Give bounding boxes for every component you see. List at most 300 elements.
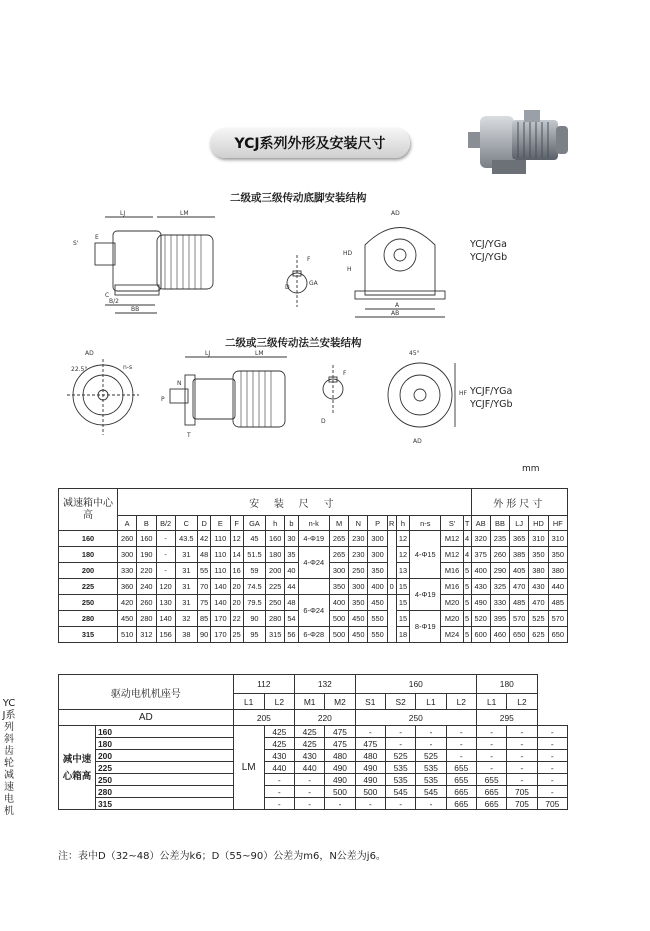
cell: -	[156, 563, 175, 579]
cell: 0	[387, 579, 396, 595]
table-row	[59, 738, 568, 750]
cell: 600	[471, 627, 490, 643]
cell: 440	[294, 762, 324, 774]
section-flange-title: 二级或三级传动法兰安装结构	[225, 337, 362, 349]
column-header: HD	[529, 516, 548, 531]
row-label: 315	[96, 798, 234, 810]
model-label: YCJF/YGa	[470, 386, 513, 397]
cell: -	[264, 798, 294, 810]
cell: 250	[266, 595, 285, 611]
cell: -	[537, 738, 567, 750]
cell: 310	[548, 531, 567, 547]
cell: 450	[368, 595, 387, 611]
cell: 40	[285, 563, 298, 579]
cell: 240	[137, 579, 156, 595]
cell: 545	[385, 786, 415, 798]
svg-text:T: T	[187, 432, 191, 439]
column-header: F	[230, 516, 243, 531]
cell: 350	[548, 547, 567, 563]
cell: 490	[355, 774, 385, 786]
cell: 430	[529, 579, 548, 595]
cell: 300	[368, 531, 387, 547]
section-foot-title: 二级或三级传动底脚安装结构	[230, 192, 367, 204]
cell: 280	[266, 611, 285, 627]
cell: -	[537, 750, 567, 762]
cell: M20	[441, 595, 463, 611]
cell: 220	[137, 563, 156, 579]
table-row	[59, 774, 568, 786]
cell: 665	[446, 786, 476, 798]
cell: 350	[349, 595, 368, 611]
cell: -	[537, 762, 567, 774]
cell	[387, 531, 396, 579]
cell: 140	[156, 611, 175, 627]
ad-value: 295	[476, 710, 537, 726]
cell: 395	[490, 611, 509, 627]
column-header: S1	[355, 694, 385, 710]
cell: -	[476, 750, 506, 762]
cell: 535	[385, 774, 415, 786]
cell: 160	[266, 531, 285, 547]
cell: 180	[266, 547, 285, 563]
group-install: 安 装 尺 寸	[118, 489, 472, 516]
cell: 75	[197, 595, 210, 611]
column-header: M2	[325, 694, 355, 710]
cell: 490	[355, 762, 385, 774]
row-label: 280	[59, 611, 118, 627]
cell: 4	[463, 547, 471, 563]
column-header: D	[197, 516, 210, 531]
cell: 470	[529, 595, 548, 611]
cell: 385	[510, 547, 529, 563]
svg-text:45°: 45°	[409, 350, 420, 357]
cell: 235	[490, 531, 509, 547]
cell: 665	[476, 786, 506, 798]
row-label: 160	[59, 531, 118, 547]
cell: 650	[548, 627, 567, 643]
ad-value: 205	[233, 710, 294, 726]
cell: -	[537, 726, 567, 738]
cell: 5	[463, 627, 471, 643]
table-row	[59, 798, 568, 810]
cell: 85	[197, 611, 210, 627]
cell: 460	[490, 627, 509, 643]
row-label: 160	[96, 726, 234, 738]
cell: 360	[118, 579, 137, 595]
cell: 300	[329, 563, 348, 579]
column-header: h	[396, 516, 409, 531]
cell: 22	[230, 611, 243, 627]
cell: -	[507, 762, 537, 774]
cell: 665	[476, 798, 506, 810]
svg-text:n-s: n-s	[123, 364, 133, 371]
svg-text:N: N	[177, 380, 182, 387]
table-row	[59, 579, 568, 595]
cell: -	[537, 774, 567, 786]
cell: 550	[368, 627, 387, 643]
column-header: n-s	[410, 516, 441, 531]
model-label: YCJ/YGa	[470, 239, 507, 250]
cell: 5	[463, 579, 471, 595]
group-outline: 外形尺寸	[471, 489, 567, 516]
cell: 320	[471, 531, 490, 547]
frame-180: 180	[476, 675, 537, 694]
cell: 6-Φ28	[298, 627, 329, 643]
row-group-label: 减中速心箱高	[59, 726, 96, 810]
row-label: 180	[96, 738, 234, 750]
cell: 350	[329, 579, 348, 595]
cell: -	[476, 738, 506, 750]
cell: 4-Φ19	[410, 579, 441, 611]
cell: 450	[349, 627, 368, 643]
column-header: h	[266, 516, 285, 531]
cell: 190	[137, 547, 156, 563]
cell: 250	[349, 563, 368, 579]
ad-value: 220	[294, 710, 355, 726]
cell: 130	[156, 595, 175, 611]
svg-text:E: E	[95, 234, 99, 241]
column-header: R	[387, 516, 396, 531]
table-row	[59, 786, 568, 798]
cell: 265	[329, 547, 348, 563]
column-header: B/2	[156, 516, 175, 531]
svg-text:LM: LM	[255, 350, 264, 357]
svg-text:AD: AD	[85, 350, 94, 357]
motor-photo	[462, 102, 574, 182]
cell: 400	[471, 563, 490, 579]
cell: 310	[529, 531, 548, 547]
cell: -	[507, 750, 537, 762]
row-label: 280	[96, 786, 234, 798]
cell: 470	[510, 579, 529, 595]
cell: 25	[230, 627, 243, 643]
cell: -	[507, 738, 537, 750]
cell: 15	[396, 579, 409, 595]
row-label: 180	[59, 547, 118, 563]
cell: 31	[175, 547, 197, 563]
cell: 79.5	[243, 595, 265, 611]
cell: 490	[325, 774, 355, 786]
cell: 350	[529, 547, 548, 563]
cell: 655	[446, 774, 476, 786]
cell: 32	[175, 611, 197, 627]
table-row	[59, 547, 568, 563]
row-label: 225	[96, 762, 234, 774]
cell: 350	[368, 563, 387, 579]
svg-text:D: D	[285, 284, 290, 291]
cell: -	[385, 798, 415, 810]
cell: 43.5	[175, 531, 197, 547]
cell: 500	[355, 786, 385, 798]
cell: 300	[368, 547, 387, 563]
cell: -	[325, 798, 355, 810]
cell: -	[355, 798, 385, 810]
install-dimensions-table	[58, 488, 568, 643]
cell: -	[446, 738, 476, 750]
foot-mount-drawing	[65, 205, 465, 320]
cell: 425	[294, 738, 324, 750]
svg-text:GA: GA	[309, 280, 318, 287]
cell: -	[446, 726, 476, 738]
cell: 650	[510, 627, 529, 643]
cell: 160	[137, 531, 156, 547]
cell: 56	[285, 627, 298, 643]
cell: 500	[329, 611, 348, 627]
cell: 705	[537, 798, 567, 810]
cell: 475	[325, 738, 355, 750]
column-header: L1	[233, 694, 264, 710]
svg-text:LJ: LJ	[120, 210, 126, 217]
svg-text:AB: AB	[391, 310, 400, 317]
cell: 315	[266, 627, 285, 643]
cell: 110	[211, 547, 230, 563]
cell: 300	[349, 579, 368, 595]
column-header: P	[368, 516, 387, 531]
cell: 48	[197, 547, 210, 563]
cell: 4-Φ19	[298, 531, 329, 547]
cell: 44	[285, 579, 298, 595]
cell: 570	[510, 611, 529, 627]
cell: 485	[510, 595, 529, 611]
cell: 365	[510, 531, 529, 547]
svg-text:S': S'	[73, 240, 79, 247]
cell: 4	[463, 531, 471, 547]
svg-text:C: C	[105, 292, 110, 299]
cell: 655	[476, 774, 506, 786]
cell: 705	[507, 786, 537, 798]
cell: 12	[396, 547, 409, 563]
cell: 95	[243, 627, 265, 643]
svg-text:B/2: B/2	[109, 298, 119, 305]
cell: 450	[118, 611, 137, 627]
row-label: 200	[59, 563, 118, 579]
cell: 535	[385, 762, 415, 774]
cell: 200	[266, 563, 285, 579]
column-header: M1	[294, 694, 324, 710]
cell: 4-Φ24	[298, 547, 329, 579]
cell: -	[507, 726, 537, 738]
cell: 260	[490, 547, 509, 563]
column-header: S'	[441, 516, 463, 531]
svg-text:A: A	[395, 302, 400, 309]
cell: -	[294, 786, 324, 798]
cell: 170	[211, 611, 230, 627]
cell: M12	[441, 531, 463, 547]
frame-112: 112	[233, 675, 294, 694]
column-header: T	[463, 516, 471, 531]
cell: 48	[285, 595, 298, 611]
row-header: 减速箱中心高	[59, 489, 118, 531]
column-header: L2	[264, 694, 294, 710]
cell: 15	[396, 595, 409, 611]
cell: 35	[285, 547, 298, 563]
cell: 54	[285, 611, 298, 627]
cell: 430	[294, 750, 324, 762]
cell: M16	[441, 579, 463, 595]
row-label: 315	[59, 627, 118, 643]
column-header: A	[118, 516, 137, 531]
cell: 655	[446, 762, 476, 774]
lm-label: LM	[233, 726, 264, 810]
column-header: L1	[476, 694, 506, 710]
svg-text:AD: AD	[391, 210, 400, 217]
cell: 55	[197, 563, 210, 579]
model-label: YCJ/YGb	[470, 252, 508, 263]
svg-text:LJ: LJ	[205, 350, 211, 357]
cell: 475	[355, 738, 385, 750]
cell: 12	[230, 531, 243, 547]
flange-mount-drawing	[65, 345, 475, 455]
column-header: b	[285, 516, 298, 531]
frame-132: 132	[294, 675, 355, 694]
cell: -	[156, 547, 175, 563]
frame-160: 160	[355, 675, 476, 694]
table-row	[59, 750, 568, 762]
cell: 156	[156, 627, 175, 643]
svg-text:22.5°: 22.5°	[71, 366, 88, 373]
cell: 420	[118, 595, 137, 611]
svg-text:D: D	[321, 418, 326, 425]
svg-text:BB: BB	[131, 306, 140, 313]
svg-text:H: H	[347, 266, 352, 273]
cell	[387, 595, 396, 643]
cell: 140	[211, 579, 230, 595]
cell: 20	[230, 595, 243, 611]
flange-model-labels	[470, 385, 513, 411]
svg-text:HD: HD	[343, 250, 353, 257]
cell: 18	[396, 627, 409, 643]
cell: 300	[118, 547, 137, 563]
svg-text:P: P	[161, 396, 165, 403]
cell: 14	[230, 547, 243, 563]
cell: -	[446, 750, 476, 762]
cell: 45	[243, 531, 265, 547]
foot-model-labels	[470, 238, 507, 264]
cell: 570	[548, 611, 567, 627]
cell: -	[416, 738, 446, 750]
column-header: GA	[243, 516, 265, 531]
cell: 450	[349, 611, 368, 627]
cell: 8-Φ19	[410, 611, 441, 643]
column-header: N	[349, 516, 368, 531]
cell: 535	[416, 762, 446, 774]
column-header: n-k	[298, 516, 329, 531]
cell: M24	[441, 627, 463, 643]
cell: 430	[471, 579, 490, 595]
cell: 31	[175, 579, 197, 595]
cell: -	[156, 531, 175, 547]
cell: 42	[197, 531, 210, 547]
cell: 535	[416, 774, 446, 786]
row-label: 250	[96, 774, 234, 786]
cell: 625	[529, 627, 548, 643]
cell: 90	[197, 627, 210, 643]
column-header: M	[329, 516, 348, 531]
cell: 110	[211, 563, 230, 579]
motor-frame-table	[58, 674, 568, 810]
cell: 520	[471, 611, 490, 627]
table-row	[59, 627, 568, 643]
svg-text:F: F	[343, 370, 347, 377]
column-header: LJ	[510, 516, 529, 531]
cell: M12	[441, 547, 463, 563]
svg-text:F: F	[307, 256, 311, 263]
cell: 6-Φ24	[298, 595, 329, 627]
cell: 225	[266, 579, 285, 595]
cell: 375	[471, 547, 490, 563]
cell: 480	[355, 750, 385, 762]
cell: 425	[264, 726, 294, 738]
cell: 545	[416, 786, 446, 798]
column-header: B	[137, 516, 156, 531]
cell: 330	[490, 595, 509, 611]
cell: 170	[211, 627, 230, 643]
cell: 525	[416, 750, 446, 762]
cell: -	[264, 786, 294, 798]
cell: 330	[118, 563, 137, 579]
cell: 230	[349, 531, 368, 547]
cell: 430	[264, 750, 294, 762]
column-header: S2	[385, 694, 415, 710]
column-header: L1	[416, 694, 446, 710]
cell: 500	[329, 627, 348, 643]
cell: 400	[368, 579, 387, 595]
cell: 38	[175, 627, 197, 643]
cell: -	[355, 726, 385, 738]
cell: 525	[529, 611, 548, 627]
svg-text:LM: LM	[180, 210, 189, 217]
cell: 525	[385, 750, 415, 762]
cell: 500	[325, 786, 355, 798]
cell: 425	[294, 726, 324, 738]
cell: 90	[243, 611, 265, 627]
cell: 4-Φ15	[410, 531, 441, 579]
cell: 490	[325, 762, 355, 774]
cell: 510	[118, 627, 137, 643]
cell: 13	[396, 563, 409, 579]
cell: 440	[264, 762, 294, 774]
column-header: E	[211, 516, 230, 531]
table-row	[59, 726, 568, 738]
cell: -	[264, 774, 294, 786]
cell: 380	[529, 563, 548, 579]
cell: 265	[329, 531, 348, 547]
cell: 5	[463, 563, 471, 579]
cell: -	[507, 774, 537, 786]
cell: 31	[175, 563, 197, 579]
column-header: BB	[490, 516, 509, 531]
cell: 425	[264, 738, 294, 750]
model-label: YCJF/YGb	[470, 399, 513, 410]
cell: -	[385, 738, 415, 750]
cell: 51.5	[243, 547, 265, 563]
cell: 280	[137, 611, 156, 627]
row-label: 225	[59, 579, 118, 595]
cell: 490	[471, 595, 490, 611]
cell: 485	[548, 595, 567, 611]
side-label: YCJ系列斜齿轮减速电机	[2, 698, 16, 817]
cell: 400	[329, 595, 348, 611]
cell: 70	[197, 579, 210, 595]
ad-label: AD	[59, 710, 234, 726]
cell: 31	[175, 595, 197, 611]
cell: 475	[325, 726, 355, 738]
cell: M16	[441, 563, 463, 579]
cell: -	[416, 726, 446, 738]
cell: 705	[507, 798, 537, 810]
svg-text:HF: HF	[459, 390, 467, 397]
table-row	[59, 595, 568, 611]
